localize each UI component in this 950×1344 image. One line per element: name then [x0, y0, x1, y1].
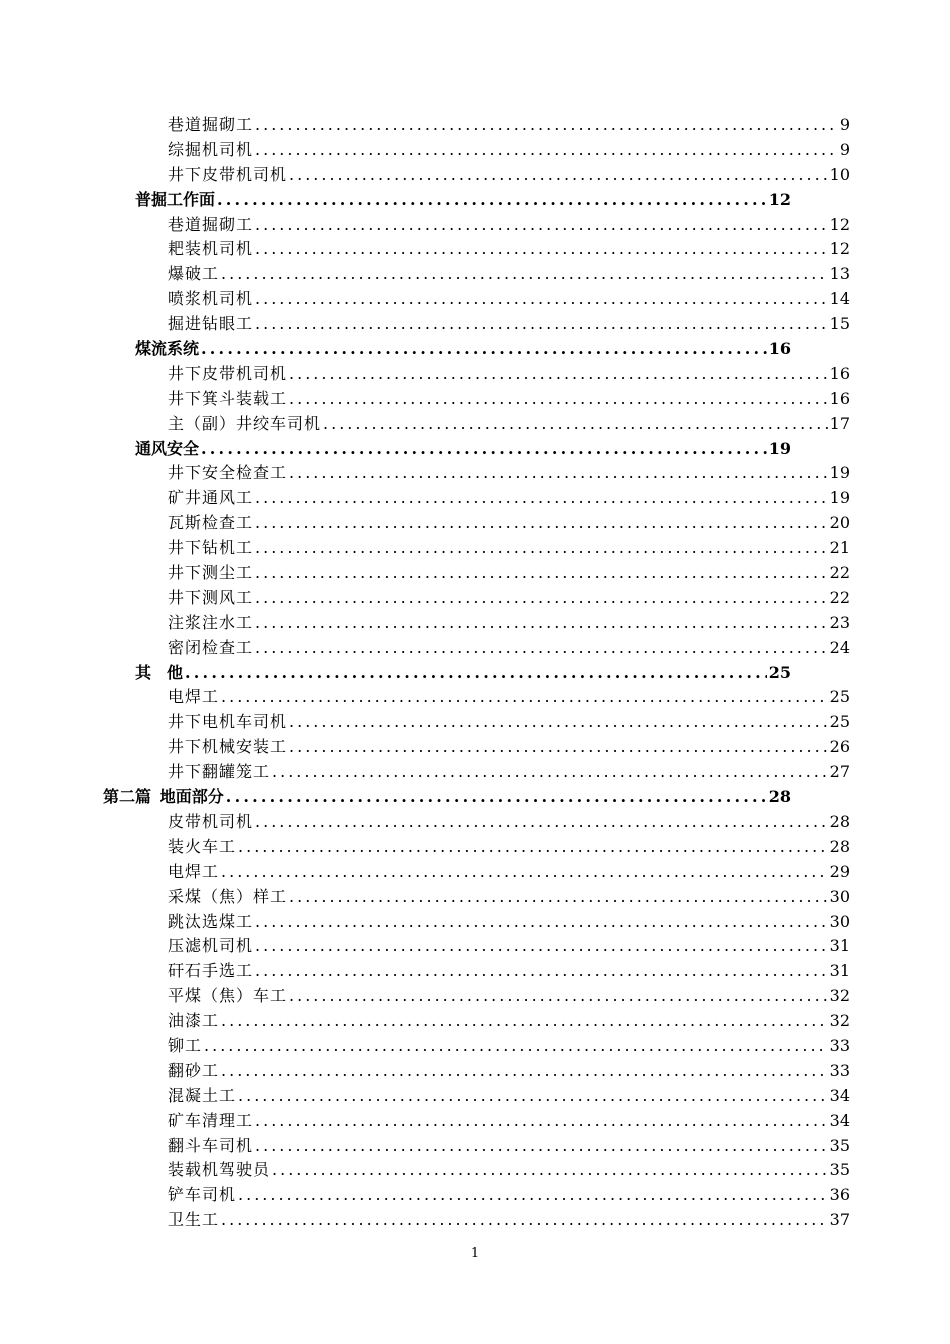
- toc-entry-title: 综掘机司机: [168, 139, 254, 159]
- toc-entry-title: 混凝土工: [168, 1085, 237, 1105]
- toc-entry[interactable]: [0, 885, 850, 910]
- toc-entry-title: 翻斗车司机: [168, 1135, 254, 1155]
- toc-entry-title: 电焊工: [168, 687, 220, 707]
- toc-entry[interactable]: [0, 1183, 850, 1208]
- toc-dot-leader: [201, 337, 767, 362]
- toc-dot-leader: [255, 138, 838, 163]
- toc-dot-leader: [255, 586, 828, 611]
- toc-page-number: 27: [829, 762, 850, 782]
- toc-page-number: 16: [829, 363, 850, 383]
- toc-dot-leader: [221, 860, 828, 885]
- toc-dot-leader: [238, 835, 828, 860]
- toc-page-number: 22: [829, 587, 850, 607]
- toc-entry[interactable]: [0, 1109, 850, 1134]
- toc-dot-leader: [255, 1109, 828, 1134]
- toc-page-number: 37: [829, 1210, 850, 1230]
- toc-dot-leader: [221, 1009, 828, 1034]
- toc-entry[interactable]: [0, 910, 850, 935]
- toc-page-number: 28: [829, 811, 850, 831]
- toc-page-number: 28: [829, 836, 850, 856]
- toc-dot-leader: [221, 685, 828, 710]
- toc-entry[interactable]: [0, 1084, 850, 1109]
- toc-entry[interactable]: [0, 760, 850, 785]
- toc-entry[interactable]: [0, 1059, 850, 1084]
- toc-page-number: 9: [839, 139, 850, 159]
- toc-page-number: 21: [829, 538, 850, 558]
- toc-page-number: 17: [829, 413, 850, 433]
- toc-dot-leader: [255, 611, 828, 636]
- toc-page-number: 15: [829, 314, 850, 334]
- toc-dot-leader: [255, 113, 838, 138]
- toc-page-number: 30: [829, 911, 850, 931]
- toc-entry[interactable]: [0, 237, 850, 262]
- toc-page-number: 20: [829, 513, 850, 533]
- toc-dot-leader: [204, 1034, 828, 1059]
- toc-entry-title: 井下钻机工: [168, 538, 254, 558]
- toc-entry-title: 井下测风工: [168, 587, 254, 607]
- toc-entry[interactable]: [0, 262, 850, 287]
- toc-entry[interactable]: [0, 461, 850, 486]
- toc-entry-title: 主（副）井绞车司机: [168, 413, 322, 433]
- toc-entry[interactable]: [0, 561, 850, 586]
- toc-dot-leader: [255, 636, 828, 661]
- toc-entry-title: 第二篇: [103, 787, 152, 807]
- toc-dot-leader: [323, 412, 828, 437]
- toc-page-number: 16: [829, 388, 850, 408]
- toc-entry-title: 井下皮带机司机: [168, 164, 288, 184]
- toc-entry-title: 瓦斯检查工: [168, 513, 254, 533]
- toc-dot-leader: [255, 810, 828, 835]
- toc-entry[interactable]: [0, 810, 850, 835]
- toc-entry[interactable]: [0, 959, 850, 984]
- toc-dot-leader: [255, 934, 828, 959]
- toc-entry[interactable]: [0, 536, 850, 561]
- toc-entry-title: 耙装机司机: [168, 239, 254, 259]
- toc-dot-leader: [289, 163, 828, 188]
- toc-page-number: 35: [829, 1160, 850, 1180]
- toc-entry-title: 井下箕斗装载工: [168, 388, 288, 408]
- toc-entry[interactable]: [0, 636, 850, 661]
- toc-entry-title: 皮带机司机: [168, 811, 254, 831]
- toc-entry-title: 喷浆机司机: [168, 289, 254, 309]
- toc-entry-title: 注浆注水工: [168, 612, 254, 632]
- toc-entry-title: 井下皮带机司机: [168, 363, 288, 383]
- toc-page-number: 29: [829, 861, 850, 881]
- toc-page-number: 24: [829, 637, 850, 657]
- toc-entry[interactable]: [0, 163, 850, 188]
- toc-part[interactable]: [0, 785, 791, 810]
- toc-page-number: 25: [829, 712, 850, 732]
- toc-page-number: 30: [829, 886, 850, 906]
- toc-entry-title: 通风安全: [135, 438, 200, 458]
- toc-page-number: 22: [829, 563, 850, 583]
- toc-dot-leader: [289, 984, 828, 1009]
- toc-entry-title: 卫生工: [168, 1210, 220, 1230]
- toc-page-number: 19: [768, 438, 791, 458]
- toc-dot-leader: [255, 213, 828, 238]
- toc-dot-leader: [289, 362, 828, 387]
- toc-dot-leader: [289, 735, 828, 760]
- toc-dot-leader: [255, 536, 828, 561]
- toc-entry-title: 井下安全检查工: [168, 463, 288, 483]
- toc-dot-leader: [289, 461, 828, 486]
- toc-entry-title: 井下机械安装工: [168, 737, 288, 757]
- toc-dot-leader: [185, 661, 767, 686]
- table-of-contents: [0, 113, 950, 1233]
- toc-entry[interactable]: [0, 213, 850, 238]
- toc-page-number: 10: [829, 164, 850, 184]
- toc-entry[interactable]: [0, 586, 850, 611]
- toc-entry-title: 铆工: [168, 1035, 203, 1055]
- toc-section[interactable]: [0, 188, 791, 213]
- toc-page-number: 19: [829, 488, 850, 508]
- toc-entry[interactable]: [0, 611, 850, 636]
- toc-page-number: 16: [768, 339, 791, 359]
- toc-part-subtitle: 地面部分: [159, 787, 224, 807]
- toc-entry-title: 煤流系统: [135, 339, 200, 359]
- toc-page-number: 9: [839, 115, 850, 134]
- toc-entry-title: 密闭检查工: [168, 637, 254, 657]
- toc-page-number: 36: [829, 1185, 850, 1205]
- toc-page-number: 13: [829, 264, 850, 284]
- toc-entry-title: 掘进钻眼工: [168, 314, 254, 334]
- toc-dot-leader: [255, 486, 828, 511]
- toc-page-number: 31: [829, 936, 850, 956]
- toc-dot-leader: [201, 437, 767, 462]
- toc-section[interactable]: [0, 437, 791, 462]
- toc-dot-leader: [255, 312, 828, 337]
- toc-entry[interactable]: [0, 1034, 850, 1059]
- toc-page-number: 35: [829, 1135, 850, 1155]
- toc-entry[interactable]: [0, 486, 850, 511]
- toc-entry[interactable]: [0, 287, 850, 312]
- toc-entry[interactable]: [0, 685, 850, 710]
- toc-page-number: 25: [768, 662, 791, 682]
- toc-entry-title: 跳汰选煤工: [168, 911, 254, 931]
- toc-dot-leader: [255, 1134, 828, 1159]
- toc-page-number: 33: [829, 1060, 850, 1080]
- toc-dot-leader: [221, 262, 828, 287]
- toc-dot-leader: [255, 910, 828, 935]
- toc-dot-leader: [238, 1183, 828, 1208]
- toc-entry-title: 铲车司机: [168, 1185, 237, 1205]
- toc-entry[interactable]: [0, 138, 850, 163]
- toc-page-number: 32: [829, 1011, 850, 1031]
- toc-entry-title: 矿井通风工: [168, 488, 254, 508]
- toc-dot-leader: [217, 188, 767, 213]
- toc-dot-leader: [255, 959, 828, 984]
- page-number: 1: [470, 1246, 480, 1261]
- toc-entry-title: 矿车清理工: [168, 1110, 254, 1130]
- toc-page-number: 19: [829, 463, 850, 483]
- toc-page-number: 34: [829, 1110, 850, 1130]
- toc-dot-leader: [255, 237, 828, 262]
- toc-entry-title: 井下电机车司机: [168, 712, 288, 732]
- toc-page-number: 26: [829, 737, 850, 757]
- toc-dot-leader: [255, 561, 828, 586]
- toc-entry[interactable]: [0, 934, 850, 959]
- toc-entry-title: 巷道掘砌工: [168, 115, 254, 134]
- toc-entry-title: 其 他: [135, 662, 184, 682]
- toc-dot-leader: [255, 287, 828, 312]
- toc-entry-title: 井下翻罐笼工: [168, 762, 271, 782]
- toc-entry-title: 电焊工: [168, 861, 220, 881]
- toc-entry[interactable]: [0, 835, 850, 860]
- toc-entry[interactable]: [0, 113, 850, 138]
- toc-page-number: 23: [829, 612, 850, 632]
- toc-section[interactable]: [0, 337, 791, 362]
- toc-page-number: 12: [829, 239, 850, 259]
- toc-dot-leader: [226, 785, 767, 810]
- toc-entry[interactable]: [0, 1158, 850, 1183]
- toc-dot-leader: [272, 1158, 828, 1183]
- toc-page-number: 32: [829, 986, 850, 1006]
- toc-section[interactable]: [0, 661, 791, 686]
- toc-entry[interactable]: [0, 1134, 850, 1159]
- toc-entry-title: 矸石手选工: [168, 961, 254, 981]
- toc-page-number: 12: [829, 214, 850, 234]
- toc-dot-leader: [289, 885, 828, 910]
- toc-entry-title: 巷道掘砌工: [168, 214, 254, 234]
- toc-dot-leader: [289, 387, 828, 412]
- toc-entry[interactable]: [0, 362, 850, 387]
- toc-entry-title: 装火车工: [168, 836, 237, 856]
- toc-page-number: 28: [768, 787, 791, 807]
- toc-entry[interactable]: [0, 1009, 850, 1034]
- toc-entry-title: 井下测尘工: [168, 563, 254, 583]
- toc-page-number: 31: [829, 961, 850, 981]
- toc-entry-title: 爆破工: [168, 264, 220, 284]
- toc-page-number: 34: [829, 1085, 850, 1105]
- toc-page-number: 12: [768, 189, 791, 209]
- toc-page-number: 14: [829, 289, 850, 309]
- toc-dot-leader: [221, 1059, 828, 1084]
- toc-dot-leader: [238, 1084, 828, 1109]
- toc-entry-title: 平煤（焦）车工: [168, 986, 288, 1006]
- toc-dot-leader: [289, 710, 828, 735]
- toc-entry[interactable]: [0, 735, 850, 760]
- toc-entry[interactable]: [0, 984, 850, 1009]
- toc-page-number: 25: [829, 687, 850, 707]
- toc-entry-title: 普掘工作面: [135, 189, 216, 209]
- toc-entry-title: 油漆工: [168, 1011, 220, 1031]
- toc-dot-leader: [272, 760, 828, 785]
- toc-entry[interactable]: [0, 412, 850, 437]
- toc-entry[interactable]: [0, 312, 850, 337]
- toc-entry[interactable]: [0, 710, 850, 735]
- toc-dot-leader: [221, 1208, 828, 1233]
- toc-entry[interactable]: [0, 387, 850, 412]
- toc-entry[interactable]: [0, 511, 850, 536]
- toc-entry-title: 压滤机司机: [168, 936, 254, 956]
- toc-entry[interactable]: [0, 860, 850, 885]
- toc-dot-leader: [255, 511, 828, 536]
- toc-page-number: 33: [829, 1035, 850, 1055]
- toc-entry-title: 装载机驾驶员: [168, 1160, 271, 1180]
- toc-entry-title: 翻砂工: [168, 1060, 220, 1080]
- toc-entry[interactable]: [0, 1208, 850, 1233]
- toc-entry-title: 采煤（焦）样工: [168, 886, 288, 906]
